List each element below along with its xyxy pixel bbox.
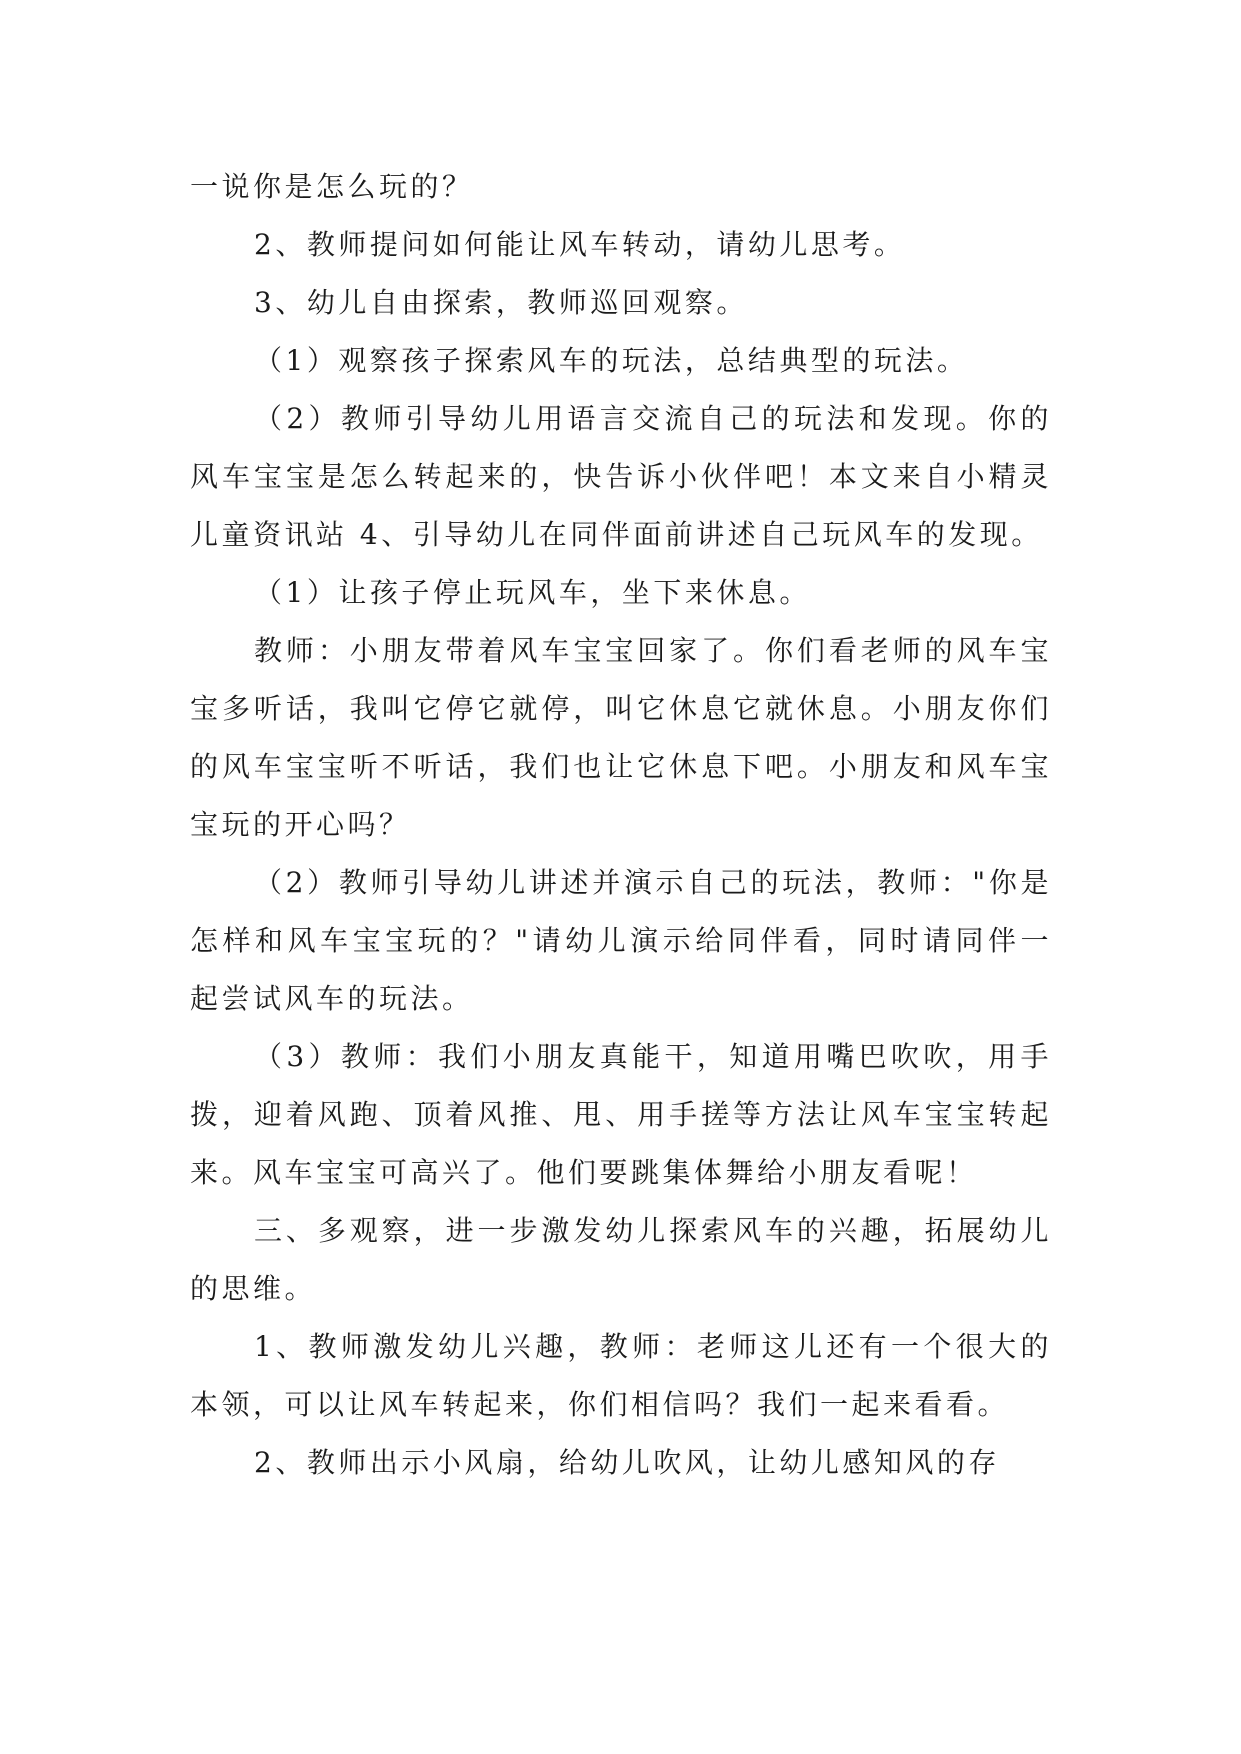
- paragraph: （2）教师引导幼儿用语言交流自己的玩法和发现。你的风车宝宝是怎么转起来的，快告诉小伙伴吧！本文来自小精灵儿童资讯站 4、引导幼儿在同伴面前讲述自己玩风车的发现。: [190, 402, 1052, 551]
- paragraph: 2、教师提问如何能让风车转动，请幼儿思考。: [254, 228, 906, 261]
- paragraph: 三、多观察，进一步激发幼儿探索风车的兴趣，拓展幼儿的思维。: [190, 1214, 1052, 1305]
- paragraph: 一说你是怎么玩的？: [190, 170, 474, 203]
- document-body: [190, 158, 1052, 1492]
- paragraph: （1）让孩子停止玩风车，坐下来休息。: [254, 576, 811, 609]
- paragraph: 3、幼儿自由探索，教师巡回观察。: [254, 286, 748, 319]
- paragraph: （3）教师：我们小朋友真能干，知道用嘴巴吹吹，用手拨，迎着风跑、顶着风推、甩、用手搓等方法让风车宝宝转起来。风车宝宝可高兴了。他们要跳集体舞给小朋友看呢！: [190, 1040, 1052, 1189]
- paragraph: 1、教师激发幼儿兴趣，教师：老师这儿还有一个很大的本领，可以让风车转起来，你们相信吗？我们一起来看看。: [190, 1330, 1052, 1421]
- paragraph: （2）教师引导幼儿讲述并演示自己的玩法，教师："你是怎样和风车宝宝玩的？"请幼儿演示给同伴看，同时请同伴一起尝试风车的玩法。: [190, 866, 1052, 1015]
- paragraph: （1）观察孩子探索风车的玩法，总结典型的玩法。: [254, 344, 969, 377]
- paragraph: 2、教师出示小风扇，给幼儿吹风，让幼儿感知风的存: [254, 1446, 1000, 1479]
- paragraph: 教师：小朋友带着风车宝宝回家了。你们看老师的风车宝宝多听话，我叫它停它就停，叫它休息它就休息。小朋友你们的风车宝宝听不听话，我们也让它休息下吧。小朋友和风车宝宝玩的开心吗？: [190, 634, 1052, 841]
